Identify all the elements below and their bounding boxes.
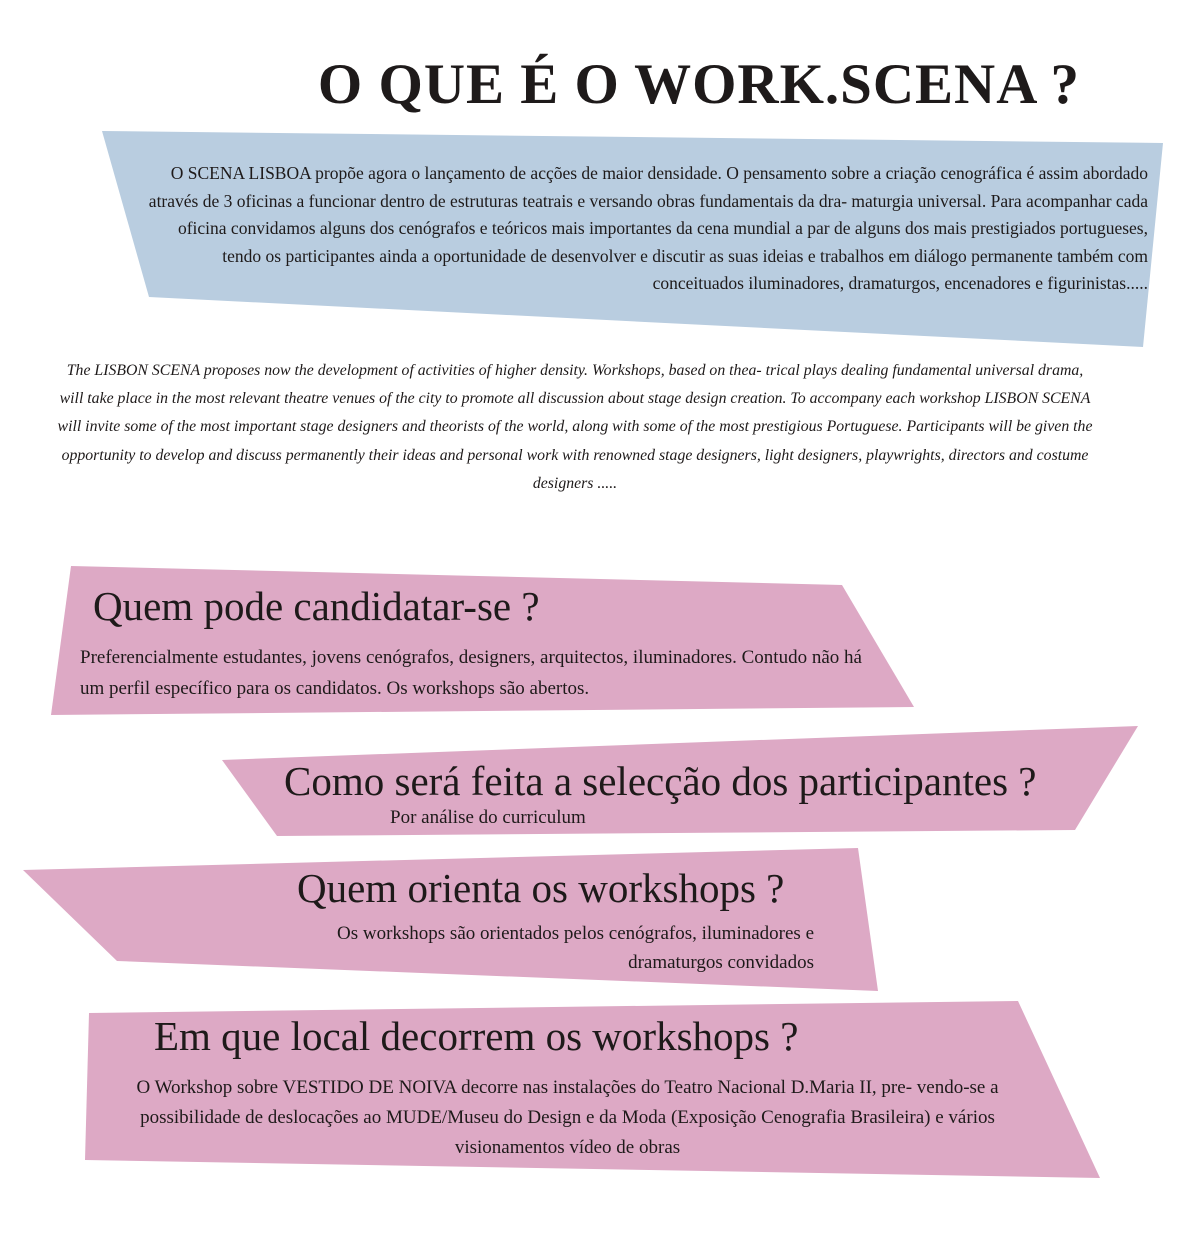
intro-english: The LISBON SCENA proposes now the development of activities of higher density. Workshops, based on thea- trical plays dealing fundamental universal drama, will take place in the most relevant theatre venues of the city to promote all discussion about stage design creation. To accompany each workshop LISBON SCENA will invite some of the most important stage designers and theorists of the world, along with some of the most prestigious Portuguese. Participants will be given the opportunity to develop and discuss permanently their ideas and personal work with renowned stage designers, light designers, playwrights, directors and costume designers ..... [57, 362, 1093, 492]
section-heading-candidates: Quem pode candidatar-se ? [93, 583, 540, 629]
section-body-candidates: Preferencialmente estudantes, jovens cenógrafos, designers, arquitectos, iluminadores. Contudo não há um perfil específico para os candidatos. Os workshops são abertos. [80, 647, 862, 699]
section-heading-location: Em que local decorrem os workshops ? [154, 1013, 799, 1059]
section-body-mentors: Os workshops são orientados pelos cenógrafos, iluminadores e dramaturgos convidados [336, 923, 814, 973]
page-title: O QUE É O WORK.SCENA ? [317, 53, 1080, 116]
section-heading-mentors: Quem orienta os workshops ? [297, 865, 785, 911]
section-body-selection: Por análise do curriculum [390, 807, 586, 828]
section-heading-selection: Como será feita a selecção dos participantes ? [284, 758, 1037, 804]
section-body-location: O Workshop sobre VESTIDO DE NOIVA decorre nas instalações do Teatro Nacional D.Maria II, pre- vendo-se a possibilidade de deslocações ao MUDE/Museu do Design e da Moda (Exposição Cenografia Brasileira) e vários visionamentos vídeo de obras [136, 1077, 999, 1158]
intro-portuguese: O SCENA LISBOA propõe agora o lançamento de acções de maior densidade. O pensamento sobre a criação cenográfica é assim abordado através de 3 oficinas a funcionar dentro de estruturas teatrais e versando obras fundamentais da dra- maturgia universal. Para acompanhar cada oficina convidamos alguns dos cenógrafos e teóricos mais importantes da cena mundial a par de alguns dos mais prestigiados portugueses, tendo os participantes ainda a oportunidade de desenvolver e discutir as suas ideias e trabalhos em diálogo permanente também com conceituados iluminadores, dramaturgos, encenadores e figurinistas..... [148, 163, 1148, 293]
